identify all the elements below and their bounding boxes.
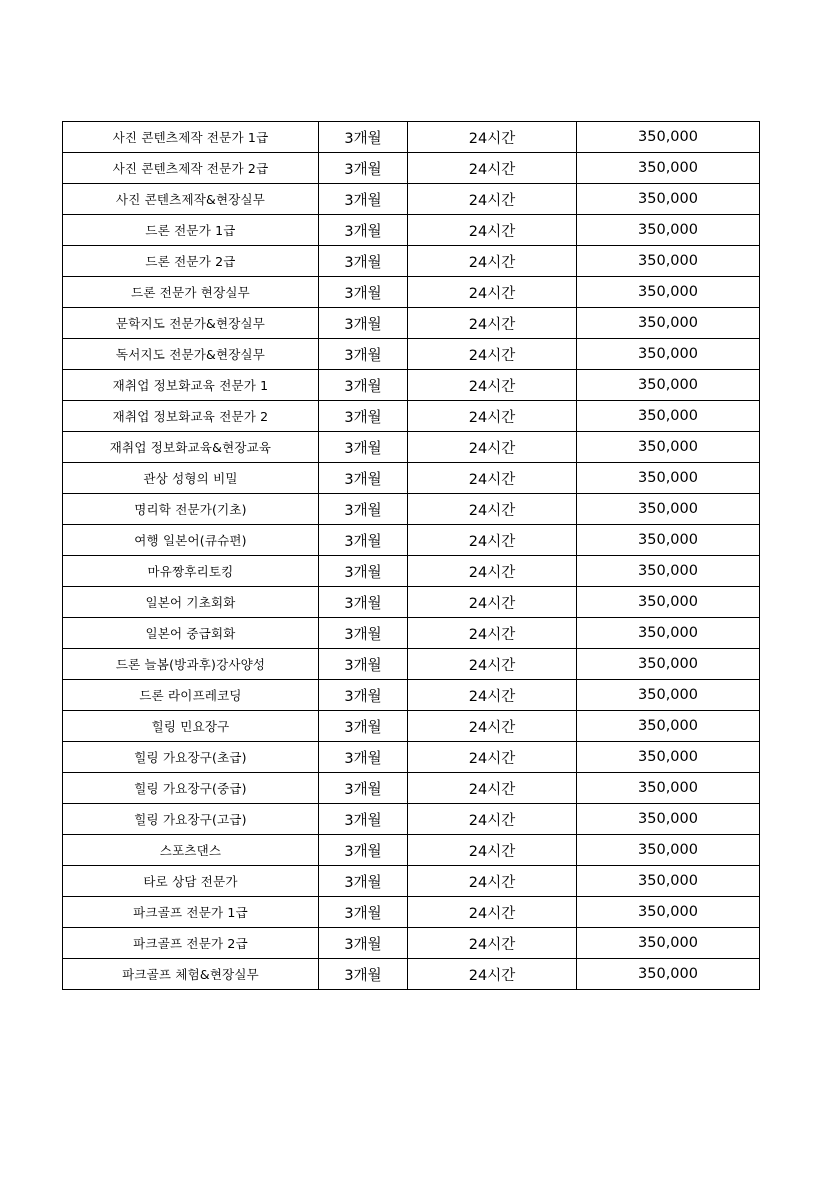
course-name-cell: 독서지도 전문가&현장실무: [63, 339, 319, 370]
table-row: [63, 587, 760, 618]
course-hours-cell: 24시간: [408, 370, 577, 401]
course-hours-cell: 24시간: [408, 184, 577, 215]
course-fee-cell: 350,000: [577, 339, 760, 370]
course-name-cell: 스포츠댄스: [63, 835, 319, 866]
course-hours-cell: 24시간: [408, 804, 577, 835]
course-name-cell: 타로 상담 전문가: [63, 866, 319, 897]
course-fee-cell: 350,000: [577, 122, 760, 153]
course-hours-cell: 24시간: [408, 556, 577, 587]
course-period-cell: 3개월: [319, 463, 408, 494]
table-row: [63, 618, 760, 649]
course-hours-cell: 24시간: [408, 649, 577, 680]
course-name-cell: 힐링 가요장구(초급): [63, 742, 319, 773]
course-period-cell: 3개월: [319, 711, 408, 742]
course-fee-cell: 350,000: [577, 556, 760, 587]
course-period-cell: 3개월: [319, 277, 408, 308]
table-row: [63, 370, 760, 401]
course-hours-cell: 24시간: [408, 835, 577, 866]
table-row: [63, 928, 760, 959]
course-fee-cell: 350,000: [577, 184, 760, 215]
table-row: [63, 649, 760, 680]
course-table-body: [63, 122, 760, 990]
course-hours-cell: 24시간: [408, 122, 577, 153]
course-name-cell: 사진 콘텐츠제작 전문가 1급: [63, 122, 319, 153]
course-fee-cell: 350,000: [577, 742, 760, 773]
course-fee-cell: 350,000: [577, 897, 760, 928]
table-row: [63, 897, 760, 928]
course-name-cell: 드론 라이프레코딩: [63, 680, 319, 711]
course-fee-cell: 350,000: [577, 959, 760, 990]
table-row: [63, 122, 760, 153]
course-fee-cell: 350,000: [577, 680, 760, 711]
course-period-cell: 3개월: [319, 494, 408, 525]
course-hours-cell: 24시간: [408, 866, 577, 897]
course-name-cell: 명리학 전문가(기초): [63, 494, 319, 525]
course-period-cell: 3개월: [319, 804, 408, 835]
course-fee-cell: 350,000: [577, 525, 760, 556]
table-row: [63, 680, 760, 711]
course-name-cell: 파크골프 체험&현장실무: [63, 959, 319, 990]
course-fee-cell: 350,000: [577, 494, 760, 525]
course-period-cell: 3개월: [319, 153, 408, 184]
course-period-cell: 3개월: [319, 215, 408, 246]
course-name-cell: 관상 성형의 비밀: [63, 463, 319, 494]
course-fee-cell: 350,000: [577, 773, 760, 804]
table-row: [63, 959, 760, 990]
course-name-cell: 드론 늘봄(방과후)강사양성: [63, 649, 319, 680]
course-hours-cell: 24시간: [408, 525, 577, 556]
course-period-cell: 3개월: [319, 122, 408, 153]
course-period-cell: 3개월: [319, 308, 408, 339]
course-fee-cell: 350,000: [577, 928, 760, 959]
course-name-cell: 재취업 정보화교육 전문가 1: [63, 370, 319, 401]
course-name-cell: 마유짱후리토킹: [63, 556, 319, 587]
course-name-cell: 파크골프 전문가 2급: [63, 928, 319, 959]
table-row: [63, 401, 760, 432]
course-hours-cell: 24시간: [408, 618, 577, 649]
course-name-cell: 재취업 정보화교육 전문가 2: [63, 401, 319, 432]
course-fee-cell: 350,000: [577, 308, 760, 339]
course-hours-cell: 24시간: [408, 153, 577, 184]
table-row: [63, 277, 760, 308]
course-fee-cell: 350,000: [577, 835, 760, 866]
course-name-cell: 드론 전문가 현장실무: [63, 277, 319, 308]
course-name-cell: 여행 일본어(큐슈편): [63, 525, 319, 556]
course-hours-cell: 24시간: [408, 463, 577, 494]
course-fee-cell: 350,000: [577, 370, 760, 401]
course-name-cell: 파크골프 전문가 1급: [63, 897, 319, 928]
table-row: [63, 308, 760, 339]
course-fee-cell: 350,000: [577, 153, 760, 184]
course-hours-cell: 24시간: [408, 773, 577, 804]
course-period-cell: 3개월: [319, 587, 408, 618]
course-hours-cell: 24시간: [408, 215, 577, 246]
course-hours-cell: 24시간: [408, 339, 577, 370]
course-fee-cell: 350,000: [577, 215, 760, 246]
course-period-cell: 3개월: [319, 928, 408, 959]
course-hours-cell: 24시간: [408, 711, 577, 742]
course-hours-cell: 24시간: [408, 432, 577, 463]
course-period-cell: 3개월: [319, 401, 408, 432]
course-fee-cell: 350,000: [577, 401, 760, 432]
course-period-cell: 3개월: [319, 897, 408, 928]
course-name-cell: 사진 콘텐츠제작&현장실무: [63, 184, 319, 215]
course-name-cell: 힐링 가요장구(중급): [63, 773, 319, 804]
course-hours-cell: 24시간: [408, 680, 577, 711]
course-hours-cell: 24시간: [408, 494, 577, 525]
course-period-cell: 3개월: [319, 866, 408, 897]
course-hours-cell: 24시간: [408, 742, 577, 773]
course-fee-cell: 350,000: [577, 587, 760, 618]
course-name-cell: 드론 전문가 1급: [63, 215, 319, 246]
table-row: [63, 773, 760, 804]
table-row: [63, 215, 760, 246]
course-fee-cell: 350,000: [577, 432, 760, 463]
table-row: [63, 494, 760, 525]
course-name-cell: 힐링 가요장구(고급): [63, 804, 319, 835]
course-period-cell: 3개월: [319, 432, 408, 463]
course-period-cell: 3개월: [319, 184, 408, 215]
table-row: [63, 463, 760, 494]
course-hours-cell: 24시간: [408, 928, 577, 959]
table-row: [63, 835, 760, 866]
course-hours-cell: 24시간: [408, 897, 577, 928]
course-period-cell: 3개월: [319, 773, 408, 804]
course-fee-cell: 350,000: [577, 649, 760, 680]
course-table: [62, 121, 760, 990]
table-row: [63, 804, 760, 835]
course-period-cell: 3개월: [319, 556, 408, 587]
course-fee-cell: 350,000: [577, 711, 760, 742]
course-period-cell: 3개월: [319, 618, 408, 649]
course-name-cell: 재취업 정보화교육&현장교육: [63, 432, 319, 463]
course-fee-cell: 350,000: [577, 277, 760, 308]
table-row: [63, 339, 760, 370]
table-row: [63, 866, 760, 897]
course-hours-cell: 24시간: [408, 246, 577, 277]
course-period-cell: 3개월: [319, 370, 408, 401]
course-name-cell: 힐링 민요장구: [63, 711, 319, 742]
course-name-cell: 문학지도 전문가&현장실무: [63, 308, 319, 339]
table-row: [63, 711, 760, 742]
course-name-cell: 사진 콘텐츠제작 전문가 2급: [63, 153, 319, 184]
table-row: [63, 742, 760, 773]
course-name-cell: 일본어 기초회화: [63, 587, 319, 618]
course-hours-cell: 24시간: [408, 401, 577, 432]
course-period-cell: 3개월: [319, 835, 408, 866]
course-period-cell: 3개월: [319, 246, 408, 277]
course-fee-cell: 350,000: [577, 246, 760, 277]
course-hours-cell: 24시간: [408, 277, 577, 308]
table-row: [63, 184, 760, 215]
course-hours-cell: 24시간: [408, 587, 577, 618]
course-period-cell: 3개월: [319, 959, 408, 990]
course-name-cell: 드론 전문가 2급: [63, 246, 319, 277]
table-row: [63, 525, 760, 556]
course-hours-cell: 24시간: [408, 308, 577, 339]
course-period-cell: 3개월: [319, 339, 408, 370]
table-row: [63, 432, 760, 463]
course-period-cell: 3개월: [319, 680, 408, 711]
course-fee-cell: 350,000: [577, 866, 760, 897]
course-period-cell: 3개월: [319, 525, 408, 556]
course-fee-cell: 350,000: [577, 463, 760, 494]
course-period-cell: 3개월: [319, 742, 408, 773]
course-fee-cell: 350,000: [577, 804, 760, 835]
course-hours-cell: 24시간: [408, 959, 577, 990]
table-row: [63, 556, 760, 587]
course-fee-cell: 350,000: [577, 618, 760, 649]
table-row: [63, 246, 760, 277]
course-name-cell: 일본어 중급회화: [63, 618, 319, 649]
table-row: [63, 153, 760, 184]
course-period-cell: 3개월: [319, 649, 408, 680]
